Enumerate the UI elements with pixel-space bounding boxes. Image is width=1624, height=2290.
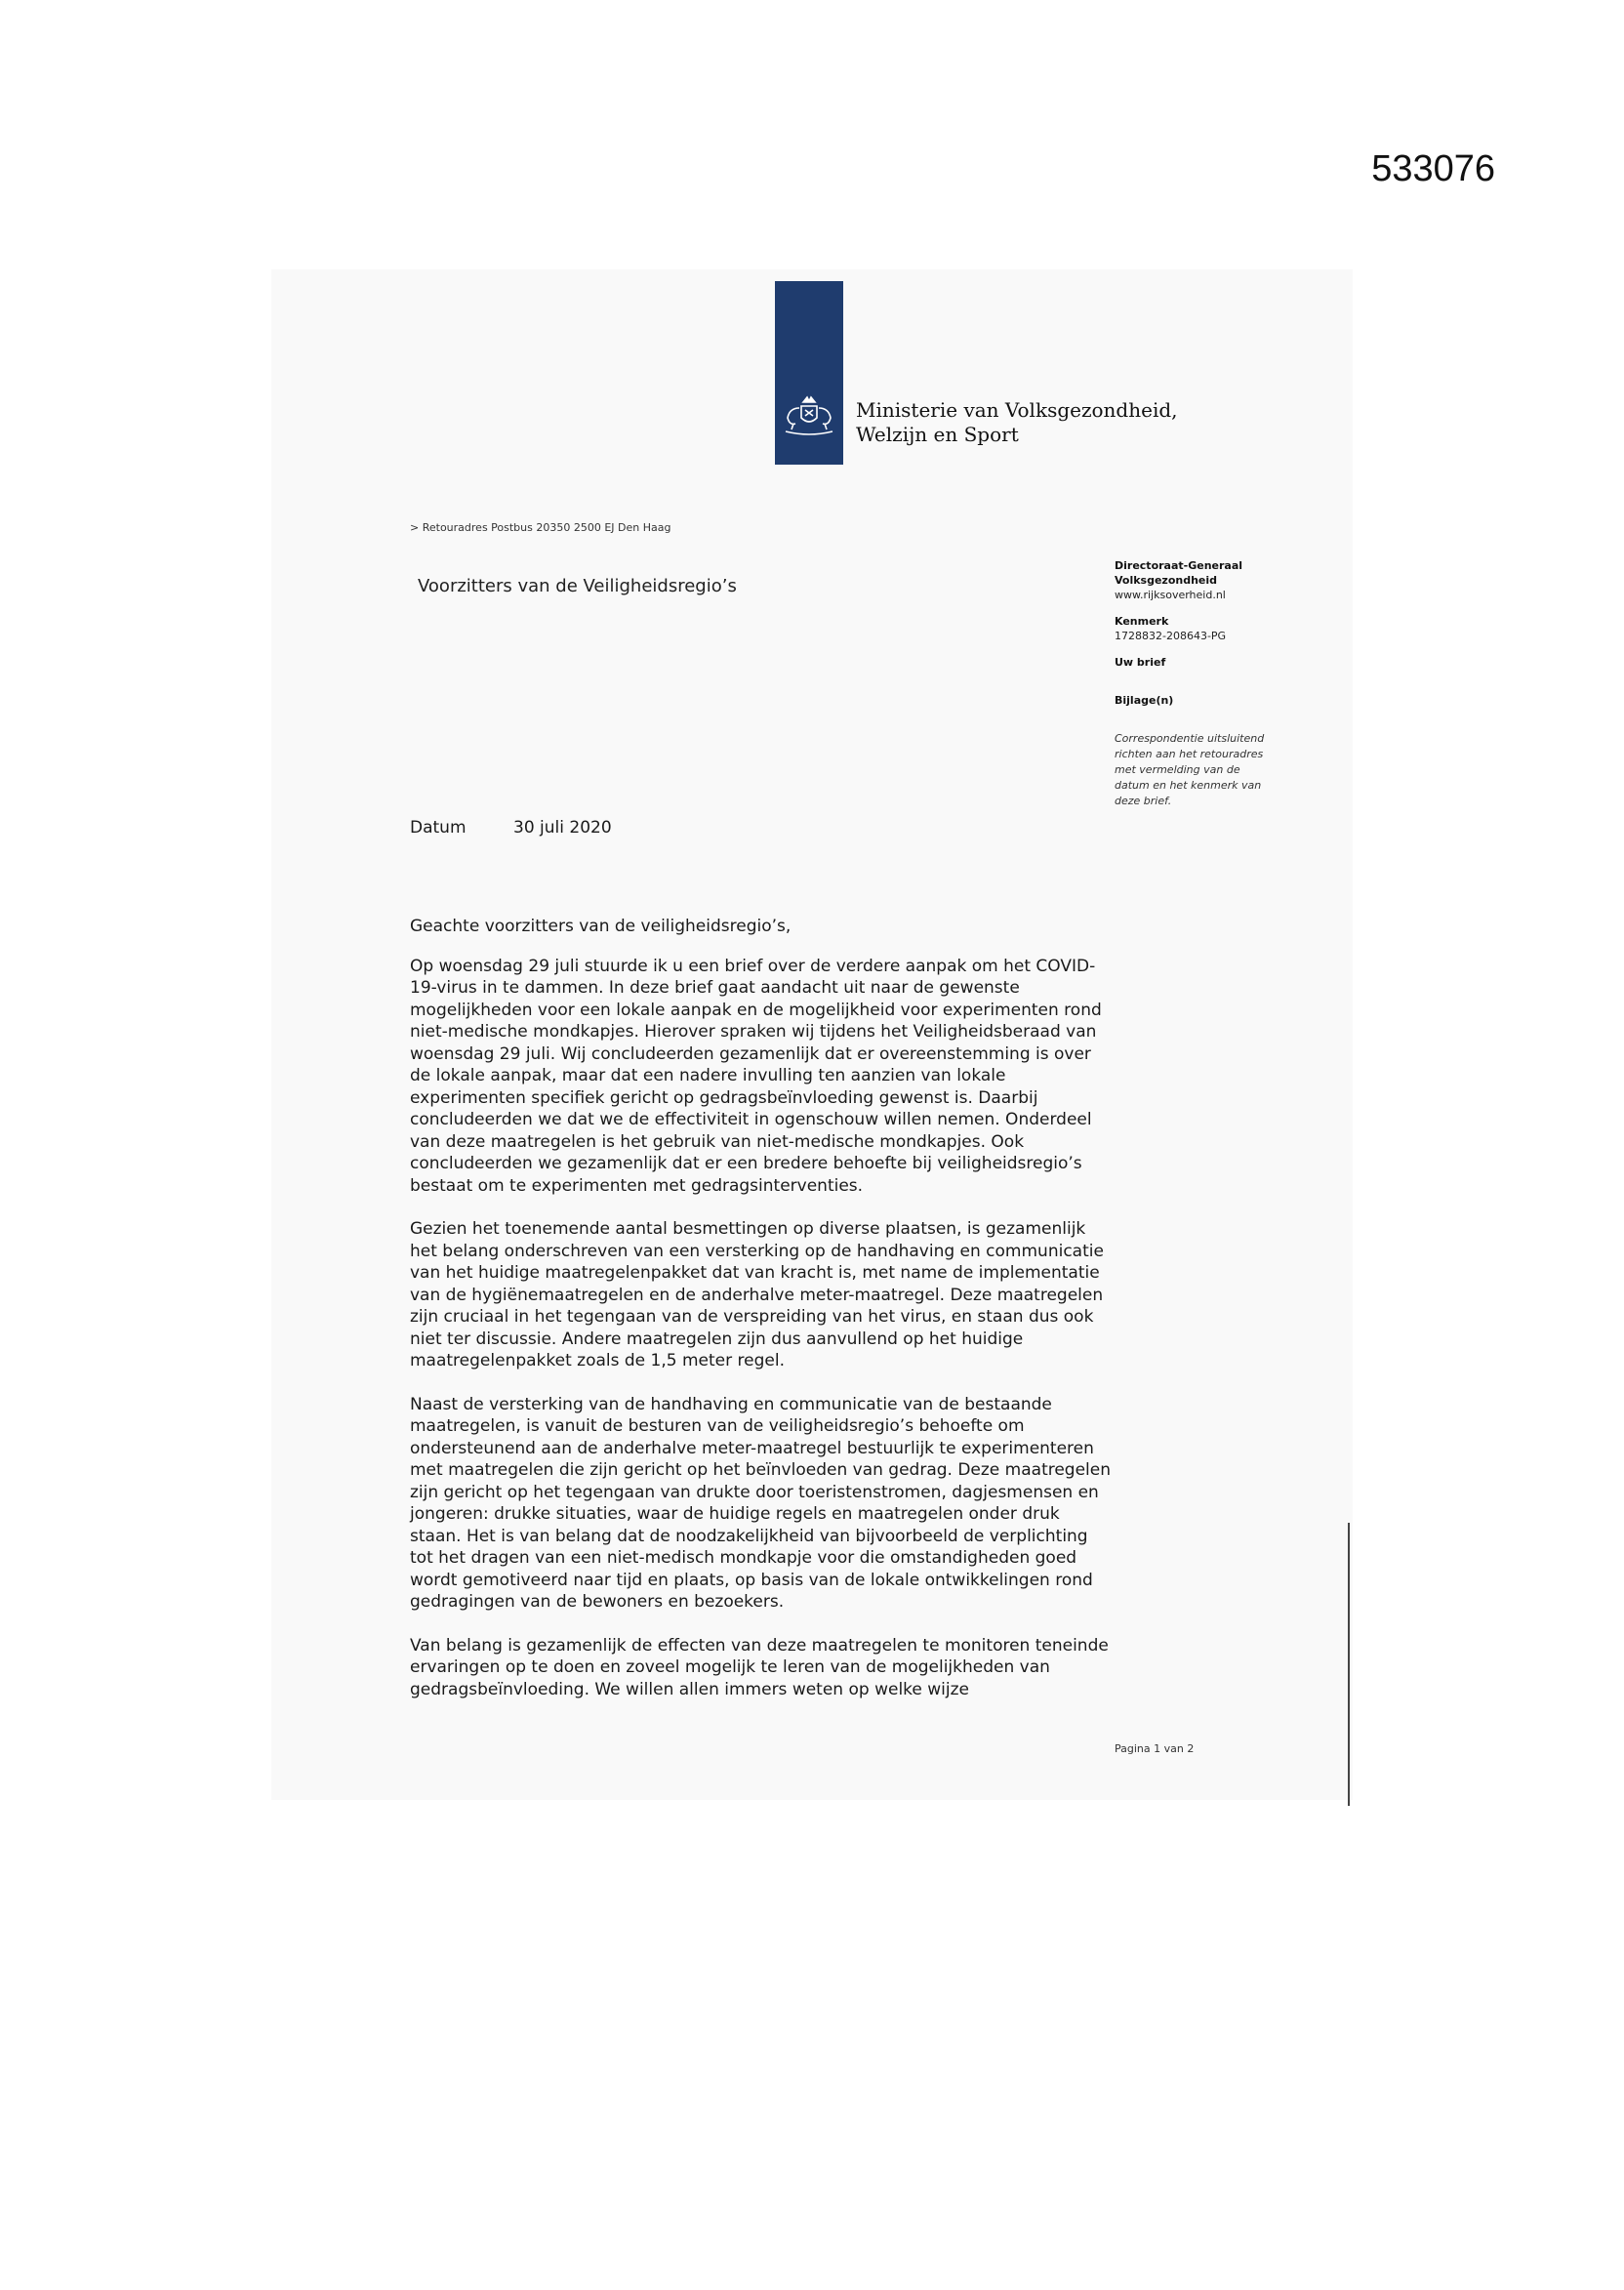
royal-coat-of-arms-icon (780, 394, 838, 443)
salutation: Geachte voorzitters van de veiligheidsregio’s, (410, 917, 792, 936)
note-line: Correspondentie uitsluitend (1115, 732, 1265, 745)
colophon-your-letter (1115, 655, 1310, 670)
page-number: Pagina 1 van 2 (1115, 1742, 1195, 1755)
colophon-directorate (1115, 558, 1310, 602)
body-paragraph-2: Gezien het toenemende aantal besmettingen op diverse plaatsen, is gezamenlijk het belang onderschreven van een versterking op de handhaving en communicatie van het huidige maatregelenpakket dat van kracht is, met name de implementatie van de hygiënemaatregelen en de anderhalve meter-maatregel. Deze maatregelen zijn cruciaal in het tegengaan van de verspreiding van het virus, en staan dus ook niet ter discussie. Andere maatregelen zijn dus aanvullend op het huidige maatregelenpakket zoals de 1,5 meter regel. (410, 1219, 1104, 1370)
body-paragraph-4: Van belang is gezamenlijk de effecten van deze maatregelen te monitoren teneinde ervaringen op te doen en zoveel mogelijk te leren van de mogelijkheden van gedragsbeïnvloeding. We willen allen immers weten op welke wijze (410, 1635, 1109, 1699)
colophon (1115, 558, 1310, 809)
directorate-line1: Directoraat-Generaal (1115, 559, 1243, 572)
document-number: 533076 (1371, 148, 1495, 189)
colophon-reference (1115, 614, 1310, 643)
directorate-line2: Volksgezondheid (1115, 574, 1218, 587)
reference-value: 1728832-208643-PG (1115, 630, 1227, 642)
recipient: Voorzitters van de Veiligheidsregio’s (418, 576, 737, 596)
date-label: Datum (410, 818, 467, 838)
note-line: richten aan het retouradres (1115, 748, 1264, 760)
return-address: > Retouradres Postbus 20350 2500 EJ Den Haag (410, 521, 671, 534)
note-line: datum en het kenmerk van (1115, 779, 1262, 792)
note-line: met vermelding van de (1115, 763, 1240, 776)
ministry-name-line2: Welzijn en Sport (856, 423, 1019, 446)
letter-body (410, 916, 1113, 1722)
date-value: 30 juli 2020 (513, 818, 612, 838)
ministry-name (856, 398, 1178, 447)
correspondence-note (1115, 731, 1310, 809)
ministry-name-line1: Ministerie van Volksgezondheid, (856, 398, 1178, 422)
note-line: deze brief. (1115, 795, 1172, 807)
your-letter-label: Uw brief (1115, 656, 1166, 669)
body-paragraph-3: Naast de versterking van de handhaving en communicatie van de bestaande maatregelen, is vanuit de besturen van de veiligheidsregio’s behoefte om ondersteunend aan de anderhalve meter-maatregel bestuurlijk te experimenteren met maatregelen die zijn gericht op het beïnvloeden van gedrag. Deze maatregelen zijn gericht op het tegengaan van drukte door toeristenstromen, dagjesmensen en jongeren: drukke situaties, waar de huidige regels en maatregelen onder druk staan. Het is van belang dat de noodzakelijkheid van bijvoorbeeld de verplichting tot het dragen van een niet-medisch mondkapje voor die omstandigheden goed wordt gemotiveerd naar tijd en plaats, op basis van de lokale ontwikkelingen rond gedragingen van de bewoners en bezoekers. (410, 1394, 1112, 1612)
attachments-label: Bijlage(n) (1115, 694, 1174, 707)
website-link[interactable]: www.rijksoverheid.nl (1115, 589, 1226, 601)
colophon-attachments (1115, 693, 1310, 708)
scan-edge-line (1348, 1523, 1350, 1806)
reference-label: Kenmerk (1115, 615, 1169, 628)
body-paragraph-1: Op woensdag 29 juli stuurde ik u een brief over de verdere aanpak om het COVID-19-virus in te dammen. In deze brief gaat aandacht uit naar de gewenste mogelijkheden voor een lokale aanpak en de mogelijkheid voor experimenten rond niet-medische mondkapjes. Hierover spraken wij tijdens het Veiligheidsberaad van woensdag 29 juli. Wij concludeerden gezamenlijk dat er overeenstemming is over de lokale aanpak, maar dat een nadere invulling ten aanzien van lokale experimenten specifiek gericht op gedragsbeïnvloeding gewenst is. Daarbij concludeerden we dat we de effectiviteit in ogenschouw willen nemen. Onderdeel van deze maatregelen is het gebruik van niet-medische mondkapjes. Ook concludeerden we gezamenlijk dat er een bredere behoefte bij veiligheidsregio’s bestaat om te experimenten met gedragsinterventies. (410, 956, 1102, 1196)
